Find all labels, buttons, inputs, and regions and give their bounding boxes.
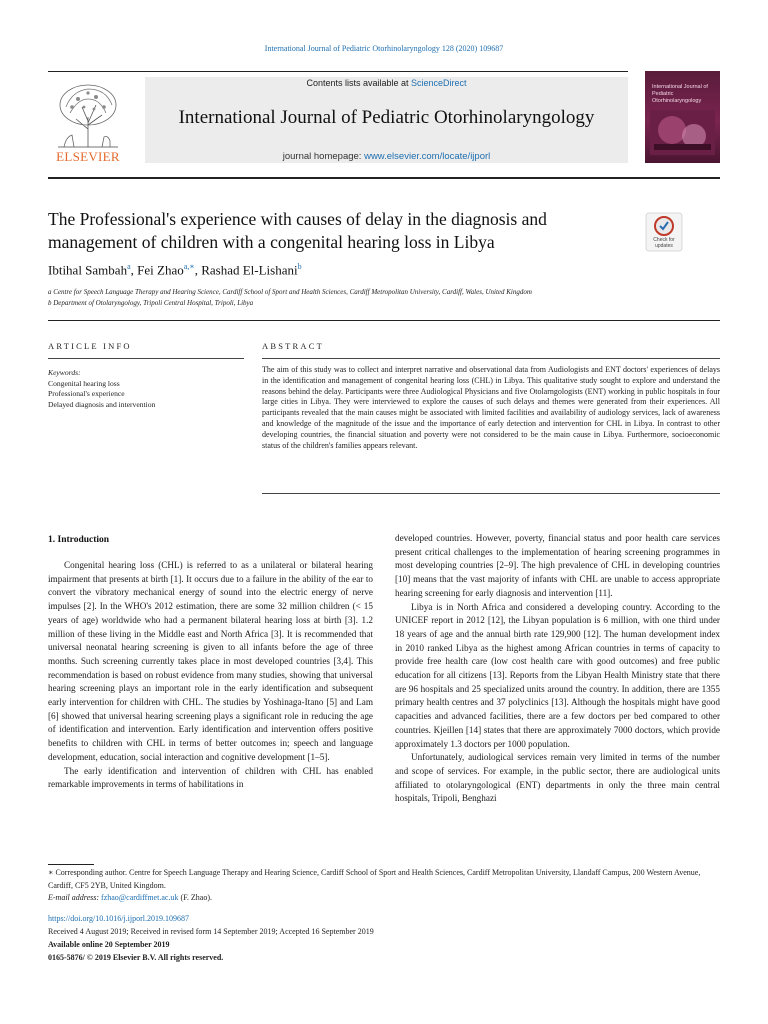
email-label: E-mail address: bbox=[48, 893, 102, 902]
body-paragraph: Unfortunately, audiological services remain very limited in terms of the number and scope of services. For example, in the public sector, there are audiological units affiliated to otolaryngological (ENT) departments in only the three main central hospitals, Tripoli, Benghazi bbox=[395, 752, 720, 804]
abstract-text: The aim of this study was to collect and interpret narrative and observational data from Audiologists and ENT doctors' experiences of delays in the identification and management of congenital hearing loss (CHL) in Libya. This qualitative study sought to explore and understand the reasons behind the delay. Participants were three Audiological Physicians and five Otolarngologists (ENT) working in public hospitals in four large cities in Libya. They were interviewed to explore the causes of such delays and themes were generated from their experiences. All participants revealed that the main causes might be associated with limited facilities and availability of audiology services, lack of awareness and knowledge of the magnitude of the issue and the importance of early detection and intervention for CHL in Libya. In contrast to other developing countries, the financial situation and poverty were not considered to be the main cause in Libya. Furthermore, socioeconomic status of the children's families appears relevant. bbox=[262, 365, 720, 450]
abstract-end-rule bbox=[262, 493, 720, 494]
body-paragraph: Libya is in North Africa and considered a developing country. According to the UNICEF report in 2012 [12], the Libyan population is 6 million, with one third under 18 years of age and the annual birth rate 129,900 [12]. The human development index in 2010 ranked Libya as the highest among African countries in terms of capacity to provide free health care (low cost health care with good outcomes) and free public education for all citizens [13]. Reports from the Libyan Health Ministry state that there are 96 hospitals and 25 specialized units around the country. In addition, there are 1355 primary health centres and 37 polyclinics [13]. Although the hospitals might have good capacities and advanced facilities, there are a few doctors per bed compared to other countries. Kjeillen [14] states that there are approximately 7000 doctors, which provide approximately 1.3 doctors per 1000 population. bbox=[395, 601, 720, 749]
header-rule bbox=[48, 71, 628, 72]
header-bottom-rule bbox=[48, 177, 720, 179]
svg-text:Check for: Check for bbox=[653, 237, 675, 243]
doi-link[interactable]: https://doi.org/10.1016/j.ijporl.2019.109687 bbox=[48, 914, 189, 923]
elsevier-wordmark: ELSEVIER bbox=[56, 149, 120, 164]
body-paragraph: The early identification and intervention of children with CHL has enabled remarkable improvements in terms of habilitations in bbox=[48, 765, 373, 790]
section-heading-introduction: 1. Introduction bbox=[48, 535, 110, 545]
keywords-block bbox=[48, 368, 248, 410]
email-line bbox=[48, 892, 720, 905]
svg-text:updates: updates bbox=[655, 243, 673, 249]
author-affiliation-marker[interactable]: a bbox=[127, 262, 131, 271]
author-affiliation-marker[interactable]: b bbox=[297, 262, 302, 271]
received-dates: Received 4 August 2019; Received in revised form 14 September 2019; Accepted 16 September 2019 bbox=[48, 927, 374, 936]
homepage-line bbox=[145, 151, 628, 162]
journal-citation-link[interactable]: International Journal of Pediatric Otorhinolaryngology 128 (2020) 109687 bbox=[264, 44, 504, 53]
body-paragraph: Congenital hearing loss (CHL) is referred to as a unilateral or bilateral hearing impairment that presents at birth [1]. It occurs due to a failure in the ability of the ear to convert the vibratory mechanical energy of sound into the electric energy of nerve impulses [2]. In the WHO's 2012 estimation, there are some 32 million children (< 15 years of age) worldwide who had a permanent bilateral hearing loss at birth [3]. 1.2 million of these living in the Middle east and North Africa [3]. It is recommended that universal neonatal hearing screening is given to all infants before the age of three months. Such screening currently takes place in most developed countries [3,4]. This recommendation is based on robust evidence from many studies, showing that universal hearing screening plays an important role in the early identification and subsequent early intervention for children with CHL. The studies by Yoshinaga-Itano [5] and Lam [6] showed that universal hearing screening plays a significant role in reducing the age of identification and intervention. Early identification and intervention offers positive benefits to children with CHL in terms of better outcomes in; speech and language development, education, social interaction and cognitive development [1–5]. bbox=[48, 560, 373, 762]
contents-line bbox=[145, 78, 628, 88]
abstract-rule bbox=[262, 358, 720, 359]
available-online-date: Available online 20 September 2019 bbox=[48, 940, 170, 949]
body-column-left bbox=[48, 559, 373, 792]
author-affiliation-marker[interactable]: a,∗ bbox=[183, 262, 195, 271]
author-separator: , bbox=[194, 262, 202, 278]
cover-title: International Journal of Pediatric Otorhinolaryngology bbox=[652, 84, 708, 104]
keyword-item: Delayed diagnosis and intervention bbox=[48, 399, 156, 409]
keywords-label: Keywords: bbox=[48, 368, 81, 377]
article-title: The Professional's experience with causes of delay in the diagnosis and management of children with a congenital hearing loss in Libya bbox=[48, 209, 547, 252]
author-name[interactable]: Ibtihal Sambah bbox=[48, 262, 128, 278]
corresponding-author-footnote bbox=[48, 867, 720, 905]
article-info-rule bbox=[48, 358, 244, 359]
keyword-item: Congenital hearing loss bbox=[48, 378, 120, 388]
affiliation-b: b Department of Otolaryngology, Tripoli Central Hospital, Tripoli, Libya bbox=[48, 299, 254, 307]
affiliation-rule bbox=[48, 320, 720, 321]
corresponding-author-text: ∗ Corresponding author. Centre for Speech Language Therapy and Hearing Science, Cardiff School of Sport and Health Sciences, Cardiff Metropolitan University, Llandaff Campus, 200 Western Avenue, Cardiff, CF5 2YB, United Kingdom. bbox=[48, 868, 701, 890]
author-name[interactable]: Rashad El-Lishani bbox=[201, 262, 298, 278]
email-suffix: (F. Zhao). bbox=[178, 893, 213, 902]
homepage-link[interactable]: www.elsevier.com/locate/ijporl bbox=[364, 151, 491, 162]
body-paragraph: developed countries. However, poverty, financial status and poor health care services present critical challenges to the implementation of hearing screening programmes in most developing countries [2–9]. The high prevalence of CHL in developing countries [10] means that the vast majority of infants with CHL are unable to access appropriate hearing screening for early diagnosis and intervention [11]. bbox=[395, 533, 720, 598]
footnote-rule bbox=[48, 864, 94, 865]
check-for-updates-icon[interactable] bbox=[645, 212, 683, 252]
author-name[interactable]: Fei Zhao bbox=[137, 262, 184, 278]
article-info-heading: ARTICLE INFO bbox=[48, 341, 132, 351]
contents-prefix: Contents lists available at bbox=[306, 78, 412, 88]
homepage-prefix: journal homepage: bbox=[282, 151, 365, 162]
affiliation-a: a Centre for Speech Language Therapy and Hearing Science, Cardiff School of Sport and Health Sciences, Cardiff Metropolitan University, Cardiff, Wales, United Kingdom bbox=[48, 288, 532, 296]
body-column-right bbox=[395, 532, 720, 806]
author-separator: , bbox=[130, 262, 138, 278]
copyright-line: 0165-5876/ © 2019 Elsevier B.V. All rights reserved. bbox=[48, 953, 224, 962]
cover-art-image bbox=[650, 110, 715, 155]
keyword-item: Professional's experience bbox=[48, 389, 125, 399]
abstract-heading: ABSTRACT bbox=[262, 341, 324, 351]
sciencedirect-link[interactable]: ScienceDirect bbox=[411, 78, 467, 88]
journal-title: International Journal of Pediatric Otorhinolaryngology bbox=[178, 107, 595, 128]
email-link[interactable]: fzhao@cardiffmet.ac.uk bbox=[101, 893, 179, 902]
author-list bbox=[48, 262, 302, 278]
